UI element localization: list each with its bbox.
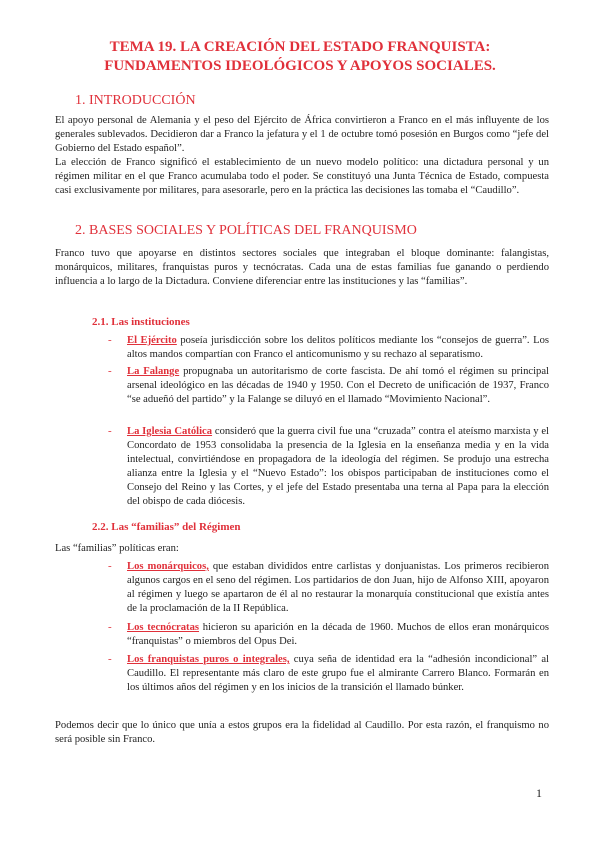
list-item-tecnocratas xyxy=(127,621,549,649)
document-title xyxy=(0,38,600,76)
section-2-paragraph: Franco tuvo que apoyarse en distintos sectores sociales que integraban el bloque dominante: falangistas, monárquicos, militares, franquistas puros y tecnócratas. Cada una de estas familias fue ganando o perdiendo influencia a lo largo de la Dictadura. Conviene diferenciar entre las instituciones y las “familias”. xyxy=(55,248,549,287)
keyword-link: Los tecnócratas xyxy=(127,622,199,633)
list-item-text: propugnaba un autoritarismo de corte fascista. De ahí tomó el régimen su principal arsenal ideológico en las décadas de 1940 y 1950. Con el Decreto de unificación de 1937, Franco “se adueñó del partido” y la Falange se diluyó en el llamado “Movimiento Nacional”. xyxy=(127,366,549,405)
bullet-marker: - xyxy=(108,653,112,665)
list-item-iglesia xyxy=(127,425,549,509)
intro-paragraph-2: La elección de Franco significó el establecimiento de un nuevo modelo político: una dictadura personal y un régimen militar en el que Franco acumulaba todo el poder. Se constituyó una Junta Técnica de Estado, compuesta casi exclusivamente por militares, para asesorarle, pero en la práctica las decisiones las tomaba el “Caudillo”. xyxy=(55,157,549,196)
subsection-2-2-heading: 2.2. Las “familias” del Régimen xyxy=(92,521,241,533)
list-item-text: consideró que la guerra civil fue una “cruzada” contra el ateísmo marxista y el Concordato de 1953 consolidaba la presencia de la Iglesia en la enseñanza media y en la vida intelectual, convirtiéndose en propagadora de la ideología del régimen. Se produjo una estrecha alianza entre la Iglesia y el “Nuevo Estado”: los obispos participaban de instituciones como el Consejo del Reino y las Cortes, y el jefe del Estado presentaba una terna al Papa para la elección del obispo de cada diócesis. xyxy=(127,426,549,507)
subsection-2-1-heading: 2.1. Las instituciones xyxy=(92,316,190,328)
section-2-heading: 2. BASES SOCIALES Y POLÍTICAS DEL FRANQUISMO xyxy=(75,223,417,238)
list-item-text: hicieron su aparición en la década de 1960. Muchos de ellos eran monárquicos “franquistas” o miembros del Opus Dei. xyxy=(127,622,549,647)
list-item-franquistas-puros xyxy=(127,653,549,695)
keyword-link: Los franquistas puros o integrales, xyxy=(127,654,290,665)
section-1-heading: 1. INTRODUCCIÓN xyxy=(75,93,196,108)
page-number: 1 xyxy=(536,786,542,800)
intro-paragraph-1: El apoyo personal de Alemania y el peso del Ejército de África convirtieron a Franco en el más influyente de los generales sublevados. Decidieron dar a Franco la jefatura y el 1 de octubre tomó posesión en Burgos como “jefe del Gobierno del Estado español”. xyxy=(55,115,549,154)
list-item-ejercito xyxy=(127,334,549,362)
bullet-marker: - xyxy=(108,334,112,346)
bullet-marker: - xyxy=(108,365,112,377)
title-line-2: FUNDAMENTOS IDEOLÓGICOS Y APOYOS SOCIALES. xyxy=(104,58,496,74)
list-item-text: que estaban divididos entre carlistas y donjuanistas. Los primeros recibieron algunos cargos en el seno del régimen. Los partidarios de don Juan, hijo de Alfonso XIII, apoyaron al régimen y luego se apartaron de él al no restaurar la monarquía constitucional que existía antes de la proclamación de la II República. xyxy=(127,561,549,614)
keyword-link: La Falange xyxy=(127,366,180,377)
bullet-marker: - xyxy=(108,621,112,633)
list-item-text: cuya seña de identidad era la “adhesión incondicional” al Caudillo. El representante más claro de este grupo fue el almirante Carrero Blanco. Formarán en los últimos años del régimen y en los inicios de la transición el llamado búnker. xyxy=(127,654,549,693)
keyword-link: La Iglesia Católica xyxy=(127,426,213,437)
bullet-marker: - xyxy=(108,560,112,572)
title-line-1: TEMA 19. LA CREACIÓN DEL ESTADO FRANQUISTA: xyxy=(109,39,491,55)
list-item-text: poseía jurisdicción sobre los delitos políticos mediante los “consejos de guerra”. Los altos mandos compartían con Franco el anticomunismo y su rechazo al separatismo. xyxy=(127,335,550,360)
closing-paragraph: Podemos decir que lo único que unía a estos grupos era la fidelidad al Caudillo. Por esta razón, el franquismo no será posible sin Franco. xyxy=(55,720,549,745)
families-intro: Las “familias” políticas eran: xyxy=(55,543,179,554)
keyword-link: El Ejército xyxy=(127,335,177,346)
keyword-link: Los monárquicos, xyxy=(127,561,209,572)
bullet-marker: - xyxy=(108,425,112,437)
list-item-monarquicos xyxy=(127,560,549,616)
list-item-falange xyxy=(127,365,549,407)
